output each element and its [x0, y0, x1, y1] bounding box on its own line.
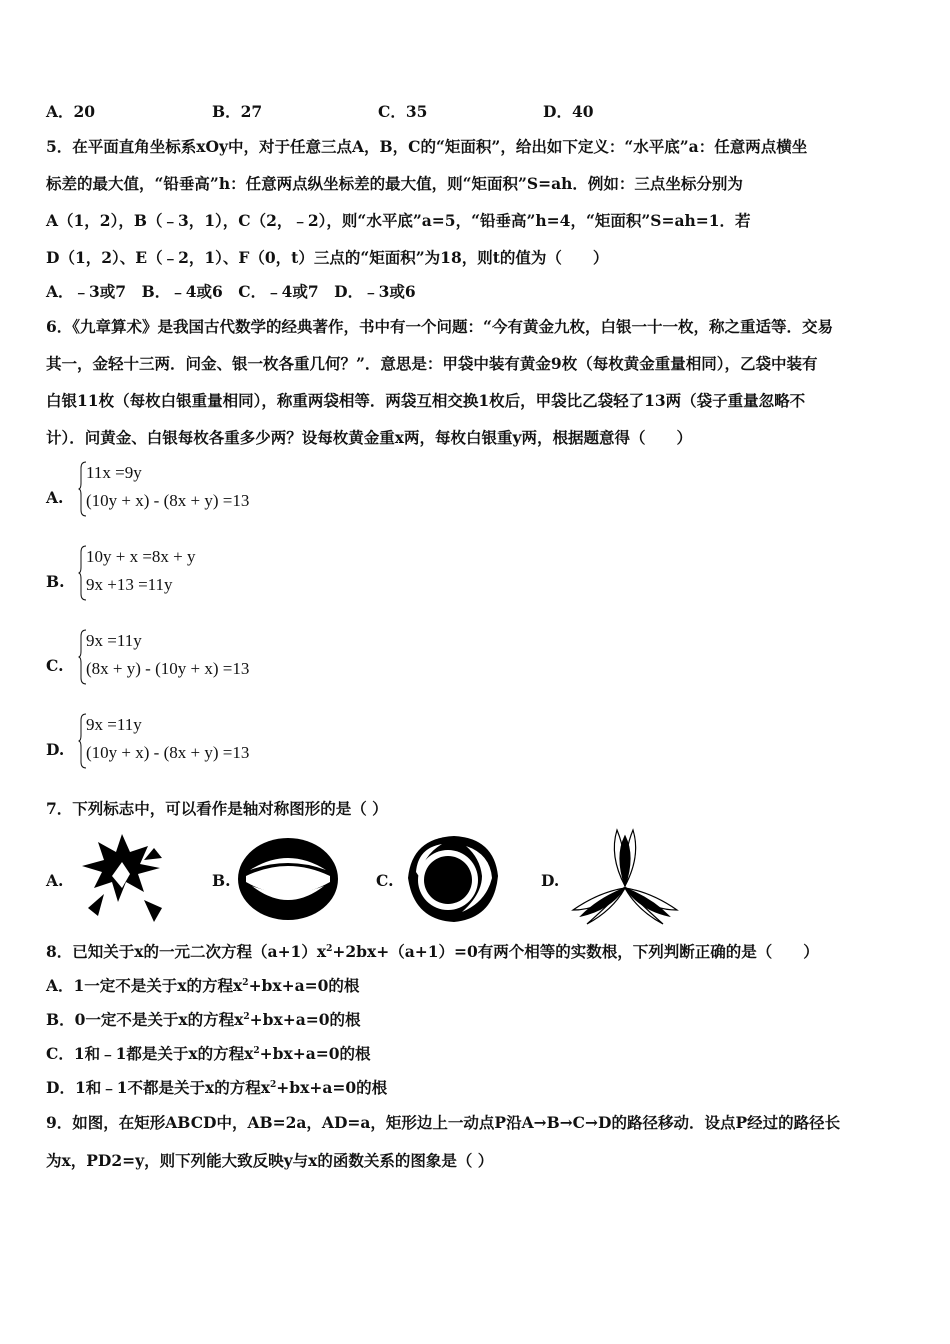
q8-option-d-sup: 2	[270, 1080, 277, 1090]
q6-line-4: 计）．问黄金、白银每枚各重多少两？设每枚黄金重x两，每枚白银重y两，根据题意得（ ）	[46, 428, 693, 447]
q8-option-c-text: C．1和﹣1都是关于x的方程x	[46, 1044, 254, 1063]
split-ring-logo-icon	[236, 836, 340, 922]
q8-option-d	[46, 1078, 387, 1098]
q4-option-a: A．20	[46, 102, 96, 121]
q6-option-d-eq1: 9x =11y	[86, 715, 142, 734]
q8-option-c	[46, 1044, 371, 1064]
q5-line-2: 标差的最大值，“铅垂高”h：任意两点纵坐标差的最大值，则“矩面积”S=ah．例如：三点坐标分别为	[46, 174, 743, 193]
eye-circle-logo-icon	[402, 832, 502, 926]
q6-line-2: 其一，金轻十三两．问金、银一枚各重几何？”．意思是：甲袋中装有黄金9枚（每枚黄金重量相同），乙袋中装有	[46, 354, 818, 373]
q8-option-b-text: B．0一定不是关于x的方程x	[46, 1010, 244, 1029]
q4-option-d: D．40	[543, 102, 594, 121]
q6-option-c-label: C.	[46, 656, 64, 675]
q8-option-c-sup: 2	[253, 1046, 260, 1056]
q6-option-a-eq2: (10y + x) - (8x + y) =13	[86, 491, 250, 510]
q6-option-c-eq1: 9x =11y	[86, 631, 142, 650]
q7-option-d	[541, 826, 691, 930]
q6-option-b-label: B.	[46, 572, 65, 591]
q6-option-c-eq2: (8x + y) - (10y + x) =13	[86, 659, 250, 678]
q8-option-d-text: D．1和﹣1不都是关于x的方程x	[46, 1078, 270, 1097]
q8-option-b-tail: +bx+a=0的根	[249, 1010, 361, 1029]
q8-stem-a: 8．已知关于x的一元二次方程（a+1）x	[46, 942, 327, 961]
q6-line-3: 白银11枚（每枚白银重量相同），称重两袋相等．两袋互相交换1枚后，甲袋比乙袋轻了13两（袋子重量忽略不	[46, 391, 806, 410]
q7-option-a	[46, 828, 176, 928]
q8-option-c-tail: +bx+a=0的根	[259, 1044, 371, 1063]
q4-option-c: C．35	[378, 102, 428, 121]
q7-option-b-label: B.	[212, 871, 231, 890]
q8-stem	[46, 942, 819, 962]
three-petal-logo-icon	[569, 826, 681, 930]
q8-option-a	[46, 976, 359, 996]
q7-stem: 7．下列标志中，可以看作是轴对称图形的是（ ）	[46, 799, 388, 818]
q7-option-c	[376, 828, 516, 928]
q8-option-a-text: A．1一定不是关于x的方程x	[46, 976, 243, 995]
q9-line-2: 为x，PD2=y，则下列能大致反映y与x的函数关系的图象是（ ）	[46, 1151, 494, 1170]
q6-line-1: 6．《九章算术》是我国古代数学的经典著作，书中有一个问题：“今有黄金九枚，白银一十一枚，称之重适等．交易	[46, 317, 833, 336]
q6-option-d-label: D.	[46, 740, 65, 759]
q7-option-d-label: D.	[541, 871, 560, 890]
q8-option-b	[46, 1010, 361, 1030]
four-stars-logo-icon	[74, 830, 170, 926]
q8-stem-sup: 2	[326, 944, 333, 954]
q8-option-b-sup: 2	[243, 1012, 250, 1022]
q5-line-4: D（1，2）、E（﹣2，1）、F（0，t）三点的“矩面积”为18，则t的值为（ ）	[46, 248, 609, 267]
q7-option-a-label: A.	[46, 871, 64, 890]
q6-option-a-eq1: 11x =9y	[86, 463, 142, 482]
q6-option-d-eq2: (10y + x) - (8x + y) =13	[86, 743, 250, 762]
q5-line-3: A（1，2），B（﹣3，1），C（2，﹣2），则“水平底”a=5，“铅垂高”h=4，“矩面积”S=ah=1．若	[46, 211, 751, 230]
q7-option-c-label: C.	[376, 871, 394, 890]
q6-option-a-label: A.	[46, 488, 64, 507]
q8-option-a-sup: 2	[242, 978, 249, 988]
q8-option-a-tail: +bx+a=0的根	[248, 976, 360, 995]
q8-stem-b: +2bx+（a+1）=0有两个相等的实数根，下列判断正确的是（ ）	[332, 942, 819, 961]
q6-option-b-eq2: 9x +13 =11y	[86, 575, 173, 594]
q5-options: A．﹣3或7 B．﹣4或6 C．﹣4或7 D．﹣3或6	[46, 282, 416, 301]
q5-line-1: 5．在平面直角坐标系xOy中，对于任意三点A，B，C的“矩面积”，给出如下定义：“水平底”a：任意两点横坐	[46, 137, 808, 156]
q4-option-b: B．27	[212, 102, 263, 121]
q9-line-1: 9．如图，在矩形ABCD中，AB=2a，AD=a，矩形边上一动点P沿A→B→C→D的路径移动．设点P经过的路径长	[46, 1113, 841, 1132]
q8-option-d-tail: +bx+a=0的根	[276, 1078, 388, 1097]
q7-option-b	[212, 828, 352, 928]
q6-option-b-eq1: 10y + x =8x + y	[86, 547, 196, 566]
